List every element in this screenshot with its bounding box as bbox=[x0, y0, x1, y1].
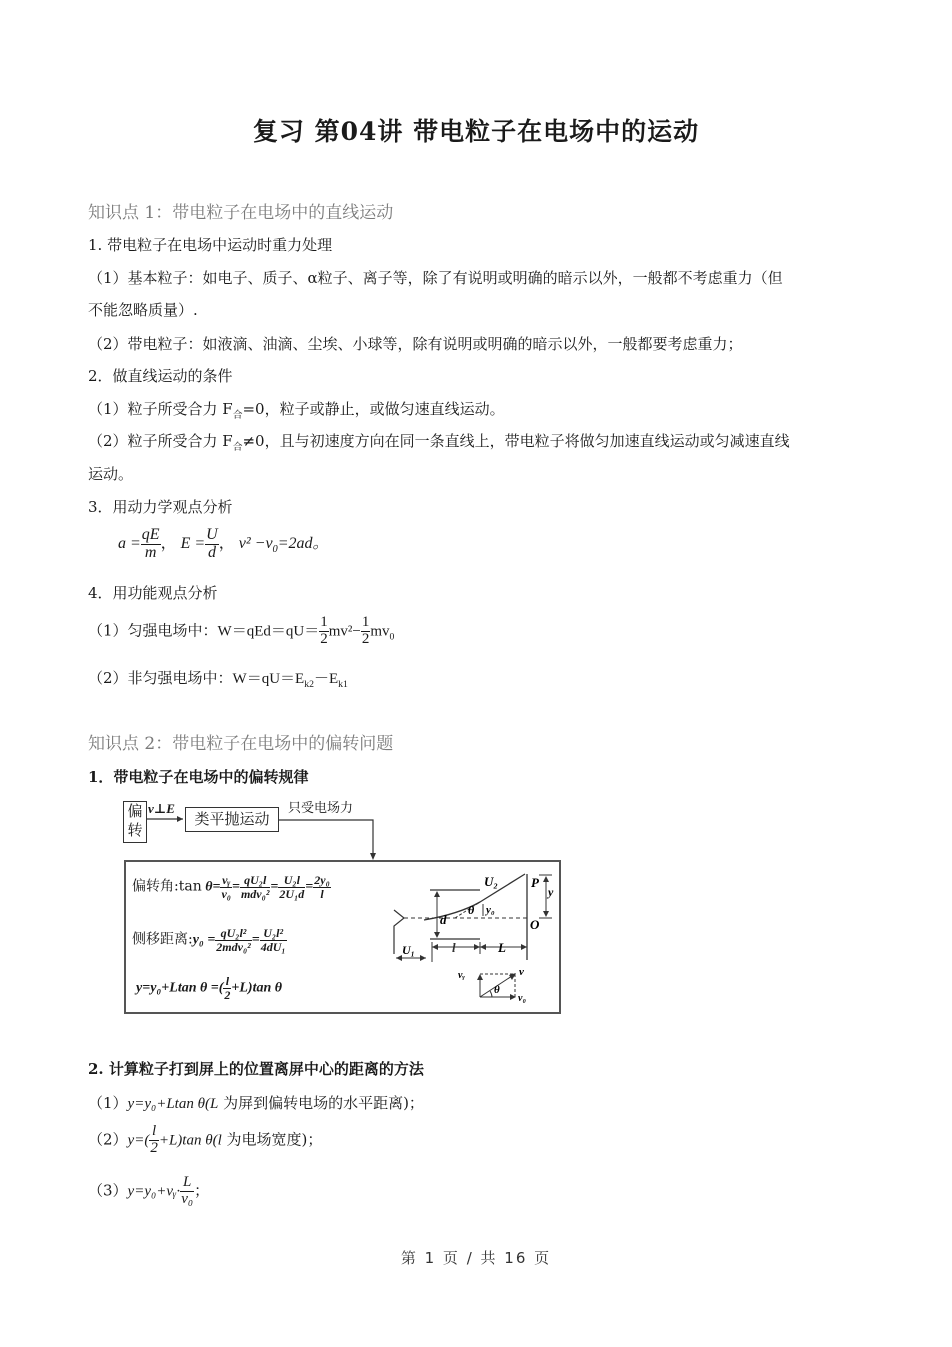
svg-text:θ: θ bbox=[494, 984, 500, 996]
flow-arrow-label: v⊥E bbox=[148, 801, 175, 816]
item-1-title: 1. 带电粒子在电场中运动时重力处理 bbox=[88, 236, 333, 254]
svg-text:vᵧ: vᵧ bbox=[458, 970, 465, 981]
section-heading-1: 知识点 1：带电粒子在电场中的直线运动 bbox=[88, 203, 394, 223]
item-1-paragraph-1: （1）基本粒子：如电子、质子、α粒子、离子等，除了有说明或明确的暗示以外，一般都不考虑重力（但 bbox=[88, 269, 783, 287]
page-footer: 第 1 页 / 共 16 页 bbox=[400, 1249, 552, 1267]
svg-text:P: P bbox=[531, 875, 539, 890]
item-2-paragraph-2: （2）粒子所受合力 $F_合\ne 0$，且与初速度方向在同一条直线上，带电粒子将做匀加速直线运动或匀减速直线 bbox=[88, 432, 790, 453]
item-1-paragraph-2: （2）带电粒子：如液滴、油滴、尘埃、小球等，除有说明或明确的暗示以外，一般都要考虑重力； bbox=[88, 335, 743, 353]
screen-offset-formula: y=y₀+Ltan θ =( $\frac{l}{2}$ +L)tan θ bbox=[136, 974, 283, 1002]
method-2: （2）y=( $\frac{l}{2}$ +L)tan θ(l 为电场宽度)； bbox=[88, 1123, 323, 1156]
svg-text:v: v bbox=[519, 966, 524, 978]
method-3: （3）y=y₀+vᵧ· $\frac{L}{\text{v₀}}$ ； bbox=[88, 1174, 210, 1207]
svg-text:U₂: U₂ bbox=[484, 874, 498, 889]
svg-text:y₀: y₀ bbox=[486, 904, 495, 916]
section-heading-2: 知识点 2：带电粒子在电场中的偏转问题 bbox=[88, 734, 394, 754]
svg-text:v₀: v₀ bbox=[518, 993, 526, 1004]
item-3-title: 3．用动力学观点分析 bbox=[88, 498, 233, 516]
flow-start-box: 偏 转 bbox=[123, 801, 147, 843]
screen-distance-title: 2. 计算粒子打到屏上的位置离屏中心的距离的方法 bbox=[88, 1060, 424, 1078]
flow-middle-box: 类平抛运动 bbox=[185, 807, 279, 832]
svg-text:L: L bbox=[498, 940, 506, 955]
page-title: 复习 第04讲 带电粒子在电场中的运动 bbox=[252, 117, 700, 146]
item-4-title: 4．用功能观点分析 bbox=[88, 584, 218, 602]
deflection-formula-panel bbox=[124, 860, 561, 1014]
item-2-title: 2．做直线运动的条件 bbox=[88, 367, 233, 385]
svg-text:O: O bbox=[530, 917, 540, 932]
nonuniform-field-formula: （2）非匀强电场中：$W=qU=E_{k2}-E_{k1}$ bbox=[88, 669, 348, 690]
dynamics-formula: a = $\frac{qE}{m}$ ， E = $\frac{U}{d}$ ， $v^2 -v_0=2ad$。 bbox=[118, 526, 329, 561]
svg-text:l: l bbox=[452, 940, 456, 955]
svg-text:U₁: U₁ bbox=[402, 943, 415, 957]
svg-text:θ: θ bbox=[468, 903, 475, 917]
deflection-angle-formula: 偏转角:tan θ= $\frac{\text{vᵧ}}{\text{v₀}}$ = $\frac{\text{qU₂l}}{\text{mdv₀²}}$ = $\frac{\text{U₂l}}{\text{2U₁d}}$ = $\frac{\text{2y₀}}{l}$ bbox=[132, 873, 330, 901]
svg-text:y: y bbox=[548, 885, 554, 899]
deflection-diagram bbox=[384, 862, 559, 1010]
lateral-shift-formula: 侧移距离:y₀ = $\frac{\text{qU₂l²}}{\text{2mdv₀²}}$ = $\frac{\text{U₂l²}}{\text{4dU₁}}$ bbox=[132, 926, 286, 954]
item-2-paragraph-2-cont: 运动。 bbox=[88, 465, 134, 483]
item-2-paragraph-1: （1）粒子所受合力 $F_合=0$，粒子或静止，或做匀速直线运动。 bbox=[88, 400, 505, 421]
item-1-paragraph-1-cont: 不能忽略质量）. bbox=[88, 301, 198, 319]
uniform-field-formula: （1）匀强电场中：W＝qEd＝qU＝ $\frac{1}{2}$ mv²− $\frac{1}{2}$ $mv_0$ bbox=[88, 614, 395, 647]
method-1: （1）y=y₀+Ltan θ(L 为屏到偏转电场的水平距离)； bbox=[88, 1094, 424, 1112]
deflection-rule-title: 1．带电粒子在电场中的偏转规律 bbox=[88, 768, 309, 786]
svg-text:d: d bbox=[440, 912, 447, 927]
flow-side-label: 只受电场力 bbox=[288, 801, 354, 816]
